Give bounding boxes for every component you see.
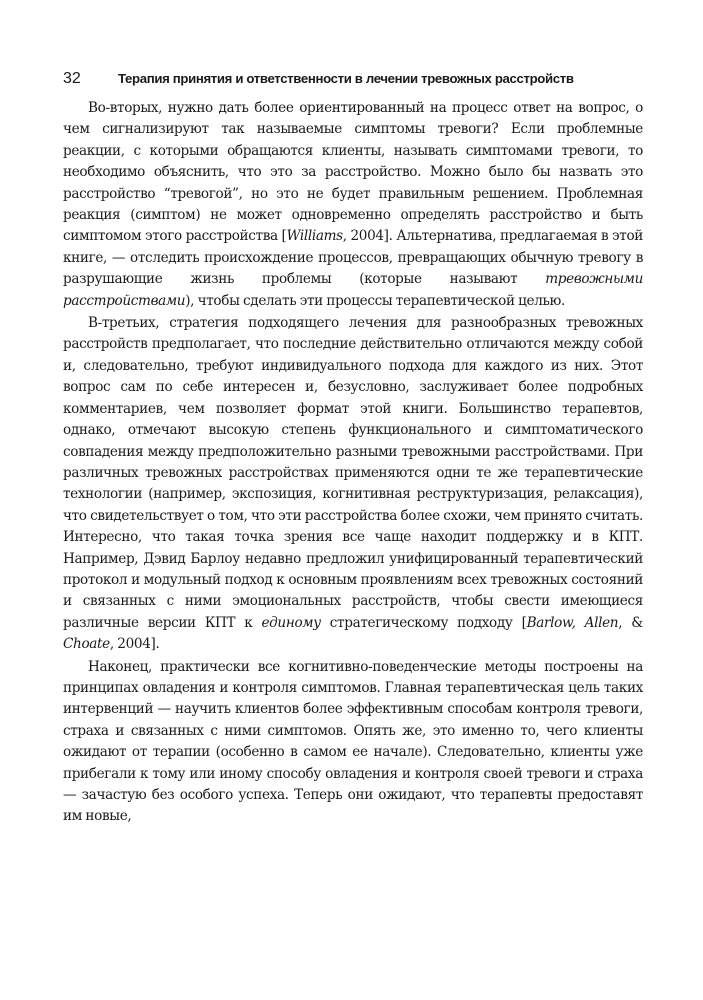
- paragraph-2: [63, 313, 643, 656]
- text-run: Наконец, практически все когнитивно-поведенческие методы построены на принципах овладения и контроля симптомов. Главная терапевтическая цель таких интервенций — научить клиентов более эффективным способам контроля тревоги, страха и связанных с ними симптомов. Опять же, это именно то, чего клиенты ожидают от терапии (особенно в самом ее начале). Следовательно, клиенты уже прибегали к тому или иному способу овладения и контроля своей тревоги и страха — зачастую без особого успеха. Теперь они ожидают, что терапевты предоставят им новые,: [63, 658, 643, 825]
- text-run: , 2004].: [109, 636, 160, 653]
- text-run: , 2004]. Альтернатива, предлагаемая в этой книге, — отследить происхождение процессов, превращающих обычную тревогу в разрушающие жизнь проблемы (которые называют: [63, 228, 643, 288]
- body-text: [63, 98, 643, 828]
- text-run: В-третьих, стратегия подходящего лечения для разнообразных тревожных расстройств предполагает, что последние действительно отличаются между собой и, следовательно, требуют индивидуального подхода для каждого из них. Этот вопрос сам по себе интересен и, безусловно, заслуживает более подробных комментариев, чем позволяет формат этой книги. Большинство терапевтов, однако, отмечают высокую степень функционального и симптоматического совпадения между предположительно разными тревожными расстройствами. При различных тревожных расстройствах применяются одни те же терапевтические технологии (например, экспозиция, когнитивная реструктуризация, релаксация), что свидетельствует о том, что эти расстройства более схожи, чем принято считать. Интересно, что такая точка зрения все чаще находит поддержку и в КПТ. Например, Дэвид Барлоу недавно предложил унифицированный терапевтический протокол и модульный подход к основным проявлениям всех тревожных состояний и связанных с ними эмоциональных расстройств, чтобы свести имеющиеся различные версии КПТ к: [63, 315, 643, 631]
- italic-run: единому: [261, 614, 321, 631]
- italic-run: тревожными расстройствами: [63, 271, 643, 309]
- italic-run: Williams: [286, 228, 343, 245]
- italic-run: Barlow, Allen: [526, 614, 619, 631]
- paragraph-1: [63, 98, 643, 312]
- page-number: 32: [63, 70, 81, 87]
- text-run: ), чтобы сделать эти процессы терапевтической целью.: [185, 292, 566, 309]
- paragraph-3: [63, 657, 643, 828]
- text-run: стратегическому подходу [: [320, 614, 527, 631]
- italic-run: Choate: [63, 636, 110, 653]
- text-run: Во-вторых, нужно дать более ориентированный на процесс ответ на вопрос, о чем сигнализируют так называемые симптомы тревоги? Если проблемные реакции, с которыми обращаются клиенты, называть симптомами тревоги, то необходимо объяснить, что это за расстройство. Можно было бы назвать это расстройство “тревогой”, но это не будет правильным решением. Проблемная реакция (симптом) не может одновременно определять расстройство и быть симптомом этого расстройства [: [63, 100, 643, 245]
- text-run: , &: [618, 614, 643, 631]
- running-title: Терапия принятия и ответственности в лечении тревожных расстройств: [118, 71, 574, 86]
- running-header: [63, 70, 643, 88]
